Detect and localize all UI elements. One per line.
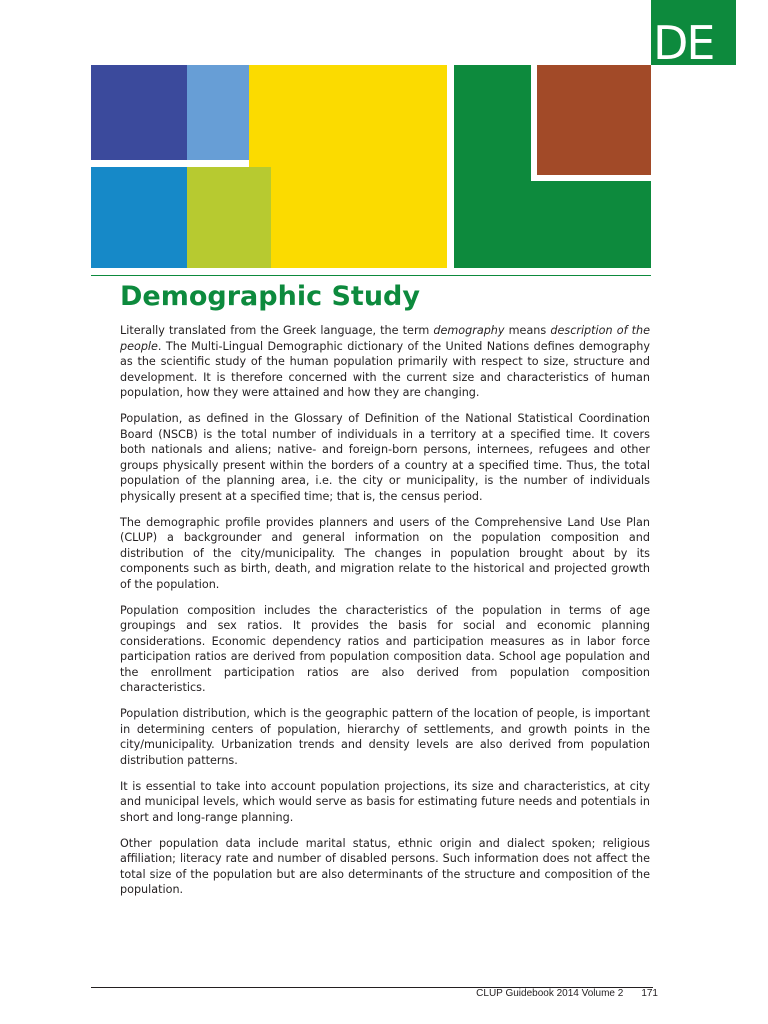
footer-publication: CLUP Guidebook 2014 Volume 2 <box>476 988 624 999</box>
banner-block-lime <box>187 167 271 268</box>
section-tab-label: DE <box>653 16 714 65</box>
paragraph: Literally translated from the Greek language, the term demography means description of the people. The Multi-Lingual Demographic dictionary of the United Nations defines demography as the scientific study of the human population primarily with respect to size, structure and development. It is therefore concerned with the current size and characteristics of human population, how they were attained and how they are changing. <box>120 324 651 399</box>
section-tab <box>651 0 736 65</box>
page-title: Demographic Study <box>120 281 420 312</box>
emphasis-term: description of the people <box>120 324 651 353</box>
paragraph: It is essential to take into account population projections, its size and characteristics, at city and municipal levels, which would serve as basis for estimating future needs and potentials in short and long-range planning. <box>120 779 650 824</box>
paragraph: Population composition includes the characteristics of the population in terms of age groupings and sex ratios. It provides the basis for social and economic planning considerations. Economic dependency ratios and participation measures as in labor force participation ratios are derived from population composition data. School age population and the enrollment participation ratios are also derived from population composition characteristics. <box>120 603 650 694</box>
body-text <box>120 323 650 908</box>
emphasis-term: demography <box>433 324 505 337</box>
banner-divider <box>531 175 651 181</box>
paragraph: Population distribution, which is the geographic pattern of the location of people, is important in determining centers of population, hierarchy of settlements, and growth points in the city/municipality. Urbanization trends and density levels are also derived from population distribution patterns. <box>120 707 650 767</box>
page-number: 171 <box>641 988 658 999</box>
paragraph: Population, as defined in the Glossary of Definition of the National Statistical Coordination Board (NSCB) is the total number of individuals in a territory at a specified time. It covers both nationals and aliens; native- and foreign-born persons, internees, refugees and other groups physically present within the borders of a country at a specified time. Thus, the total population of the planning area, i.e. the city or municipality, is the number of individuals physically present at a specified time; that is, the census period. <box>120 412 650 503</box>
banner-block-brown <box>537 65 651 175</box>
banner-block-yellow <box>249 65 447 268</box>
banner-block-navy <box>91 65 187 160</box>
banner-block-blue <box>91 167 187 268</box>
paragraph: Other population data include marital status, ethnic origin and dialect spoken; religious affiliation; literacy rate and number of disabled persons. Such information does not affect the total size of the population but are also determinants of the structure and composition of the population. <box>120 836 650 896</box>
banner-block-sky <box>187 65 249 160</box>
header-rule <box>91 275 651 276</box>
paragraph: The demographic profile provides planners and users of the Comprehensive Land Use Plan (CLUP) a backgrounder and general information on the population composition and distribution of the city/municipality. The changes in population brought about by its components such as birth, death, and migration relate to the historical and projected growth of the population. <box>120 515 650 591</box>
page-footer <box>400 988 658 1000</box>
